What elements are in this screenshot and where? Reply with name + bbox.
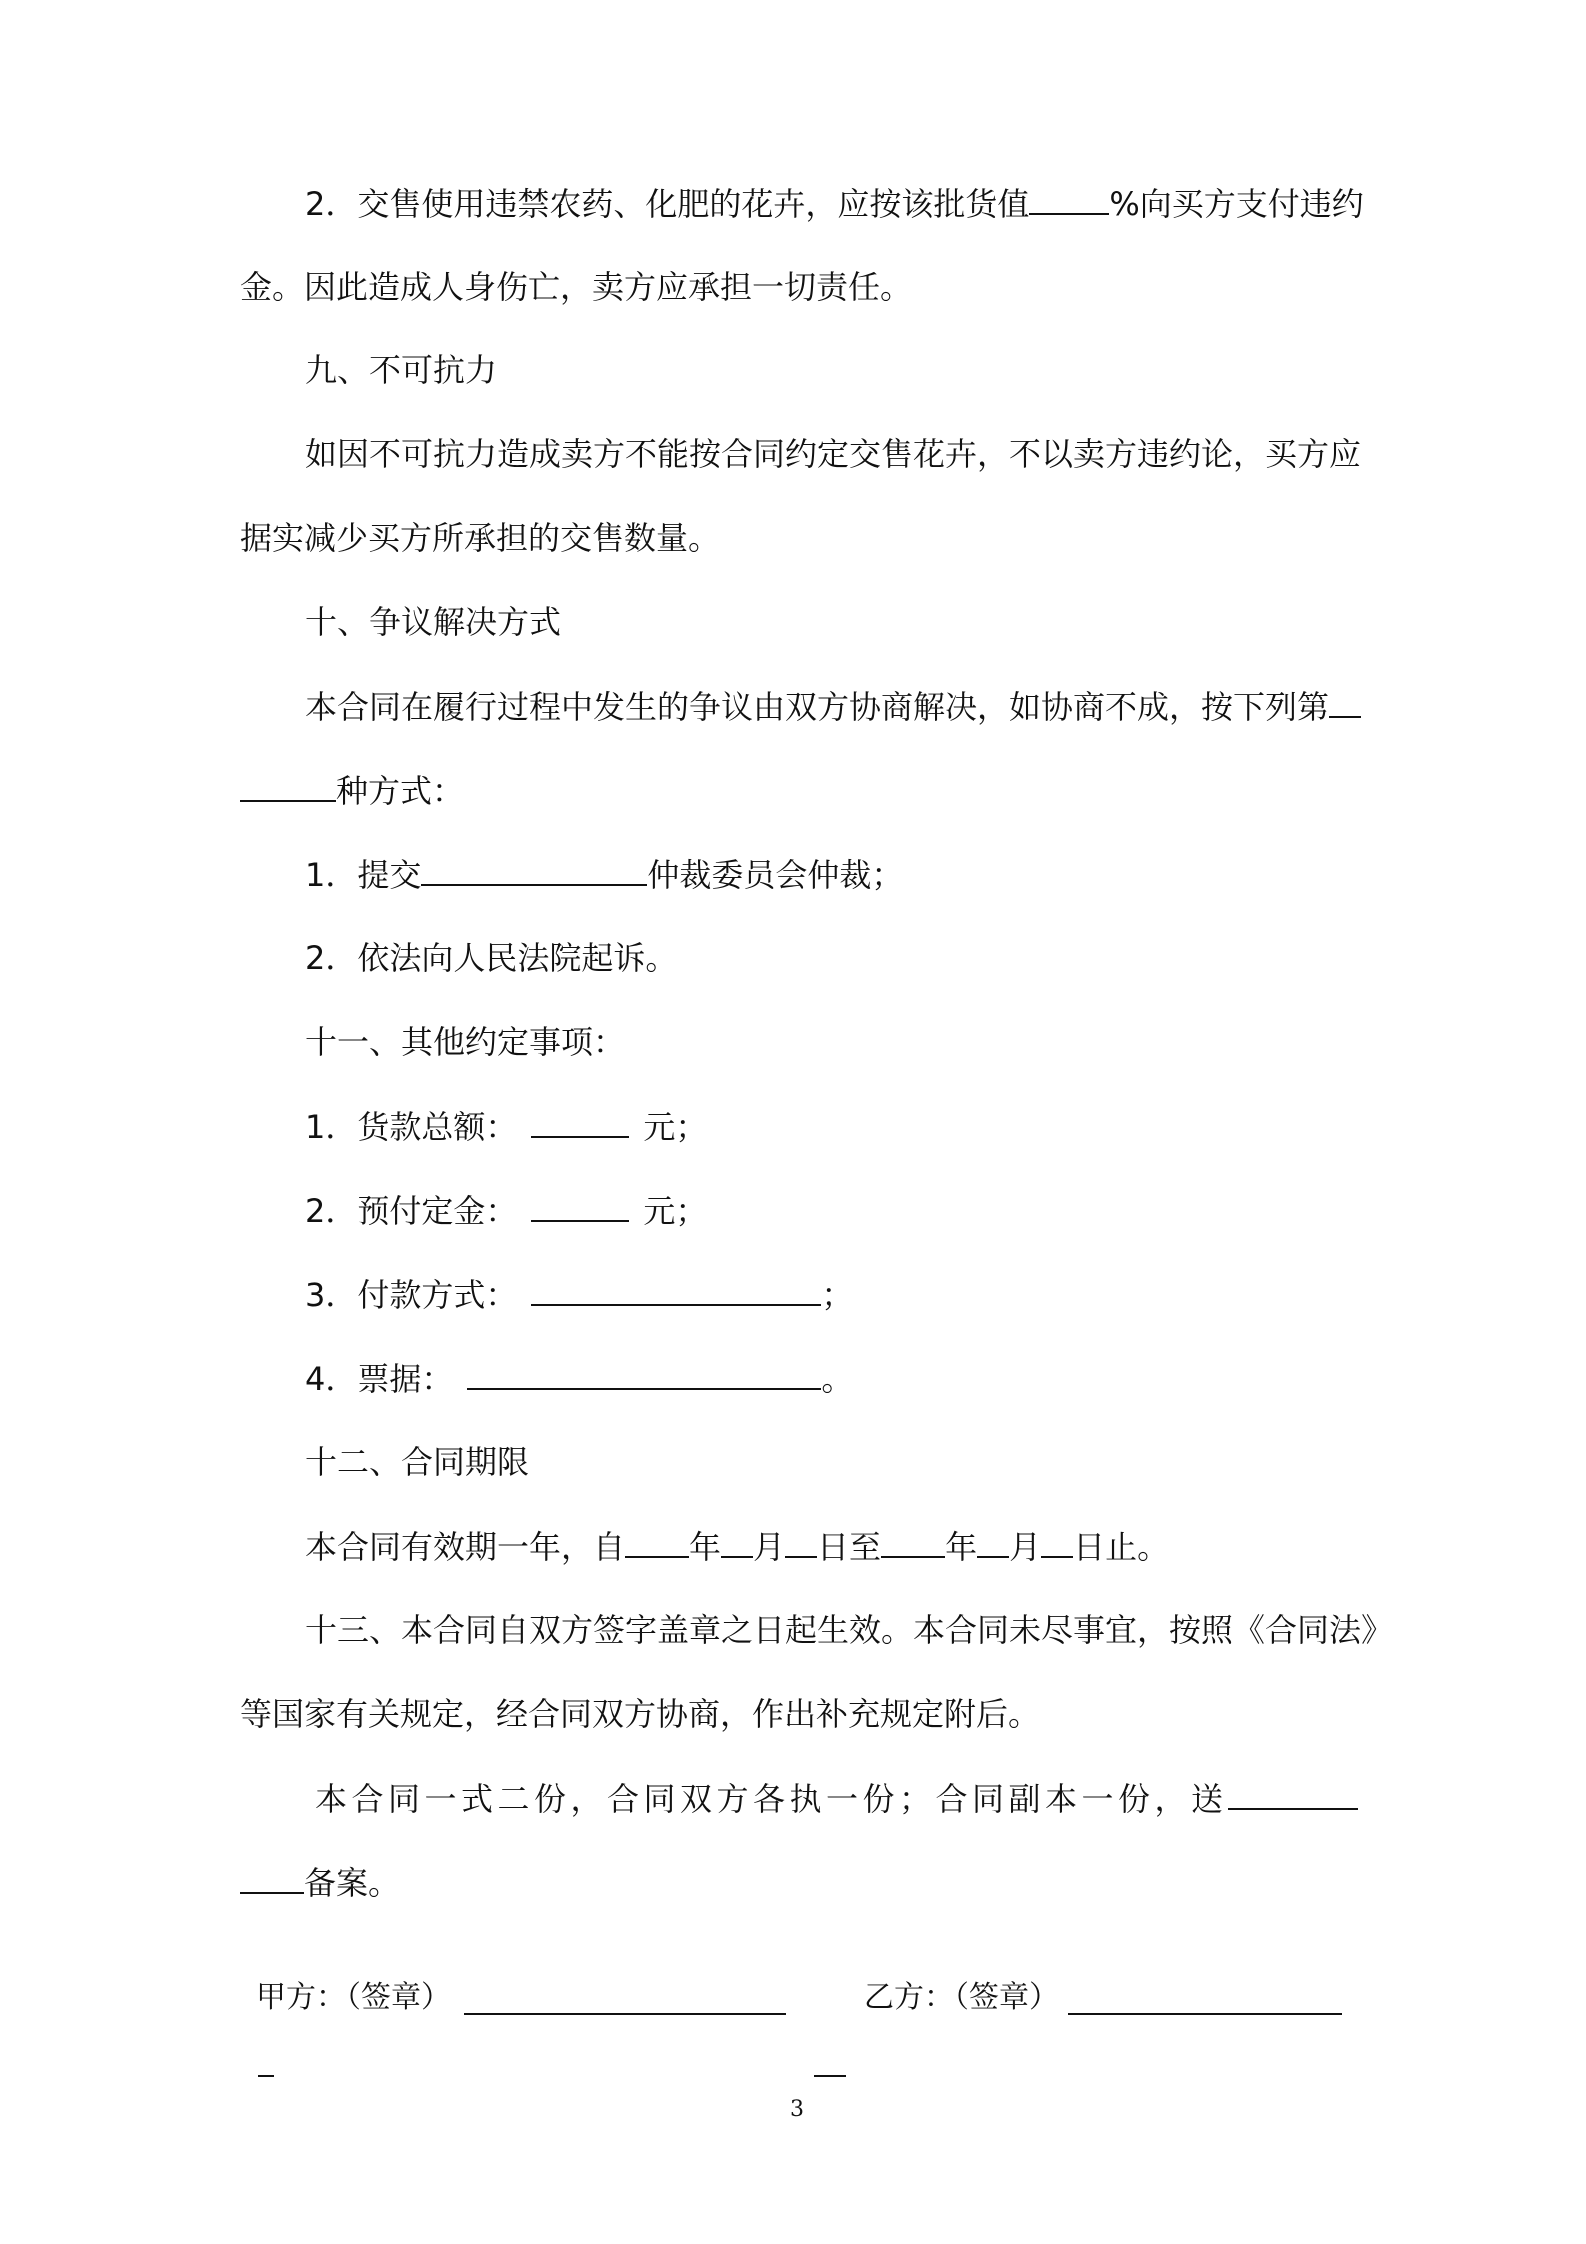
clause12-heading: 十二、合同期限 — [305, 1443, 530, 1481]
start-year-blank — [625, 1526, 689, 1558]
clause13-line1: 十三、本合同自双方签字盖章之日起生效。本合同未尽事宜，按照《合同法》 — [305, 1611, 1394, 1649]
clause13-line2: 等国家有关规定，经合同双方协商，作出补充规定附后。 — [240, 1695, 1041, 1733]
clause11-heading: 十一、其他约定事项： — [305, 1023, 626, 1061]
clause10-option2: 2．依法向人民法院起诉。 — [305, 939, 678, 977]
invoice-blank — [467, 1358, 821, 1390]
page-number: 3 — [790, 2097, 804, 2122]
total-payment-blank — [531, 1106, 629, 1138]
copies-line1: 本合同一式二份，合同双方各执一份；合同副本一份，送 — [315, 1778, 1358, 1819]
payment-method-blank — [531, 1274, 821, 1306]
party-b-signature-line-tail — [814, 2075, 846, 2077]
clause11-item4: 4．票据： 。 — [305, 1360, 854, 1398]
start-day-blank — [785, 1526, 817, 1558]
deposit-blank — [531, 1190, 629, 1222]
clause11-item3: 3．付款方式： ； — [305, 1276, 854, 1314]
end-year-blank — [881, 1526, 945, 1558]
method-number-blank-a — [1329, 686, 1361, 718]
end-day-blank — [1041, 1526, 1073, 1558]
clause10-body-line1: 本合同在履行过程中发生的争议由双方协商解决，如协商不成，按下列第 — [305, 686, 1361, 727]
clause10-body-line2: 种方式： — [240, 770, 464, 811]
clause9-body-line1: 如因不可抗力造成卖方不能按合同约定交售花卉，不以卖方违约论，买方应 — [305, 435, 1362, 473]
arbitration-commission-blank — [421, 854, 647, 886]
clause11-item1: 1．货款总额： 元； — [305, 1108, 708, 1146]
clause12-term: 本合同有效期一年，自 年 月 日至 年 月 日止。 — [305, 1528, 1170, 1566]
party-b-signature-label: 乙方：（签章） — [864, 1980, 1059, 2015]
filing-office-blank-a — [1228, 1778, 1358, 1810]
clause8-item2-line1: 2．交售使用违禁农药、化肥的花卉，应按该批货值 %向买方支付违约 — [305, 185, 1364, 223]
clause9-heading: 九、不可抗力 — [305, 351, 498, 389]
clause10-heading: 十、争议解决方式 — [305, 603, 562, 641]
clause11-item2: 2．预付定金： 元； — [305, 1192, 708, 1230]
copies-line2: 备案。 — [240, 1862, 400, 1903]
clause10-option1: 1．提交 仲裁委员会仲裁； — [305, 856, 904, 894]
start-month-blank — [721, 1526, 753, 1558]
party-a-signature-label: 甲方：（签章） — [256, 1980, 451, 2015]
party-a-signature-line — [464, 2013, 786, 2015]
penalty-percent-blank — [1029, 183, 1109, 215]
clause8-item2-line2: 金。因此造成人身伤亡，卖方应承担一切责任。 — [240, 268, 913, 306]
end-month-blank — [977, 1526, 1009, 1558]
clause9-body-line2: 据实减少买方所承担的交售数量。 — [240, 519, 721, 557]
filing-office-blank-b — [240, 1862, 304, 1894]
party-a-signature-line-tail — [258, 2075, 274, 2077]
method-number-blank-b — [240, 770, 336, 802]
party-b-signature-line — [1068, 2013, 1342, 2015]
